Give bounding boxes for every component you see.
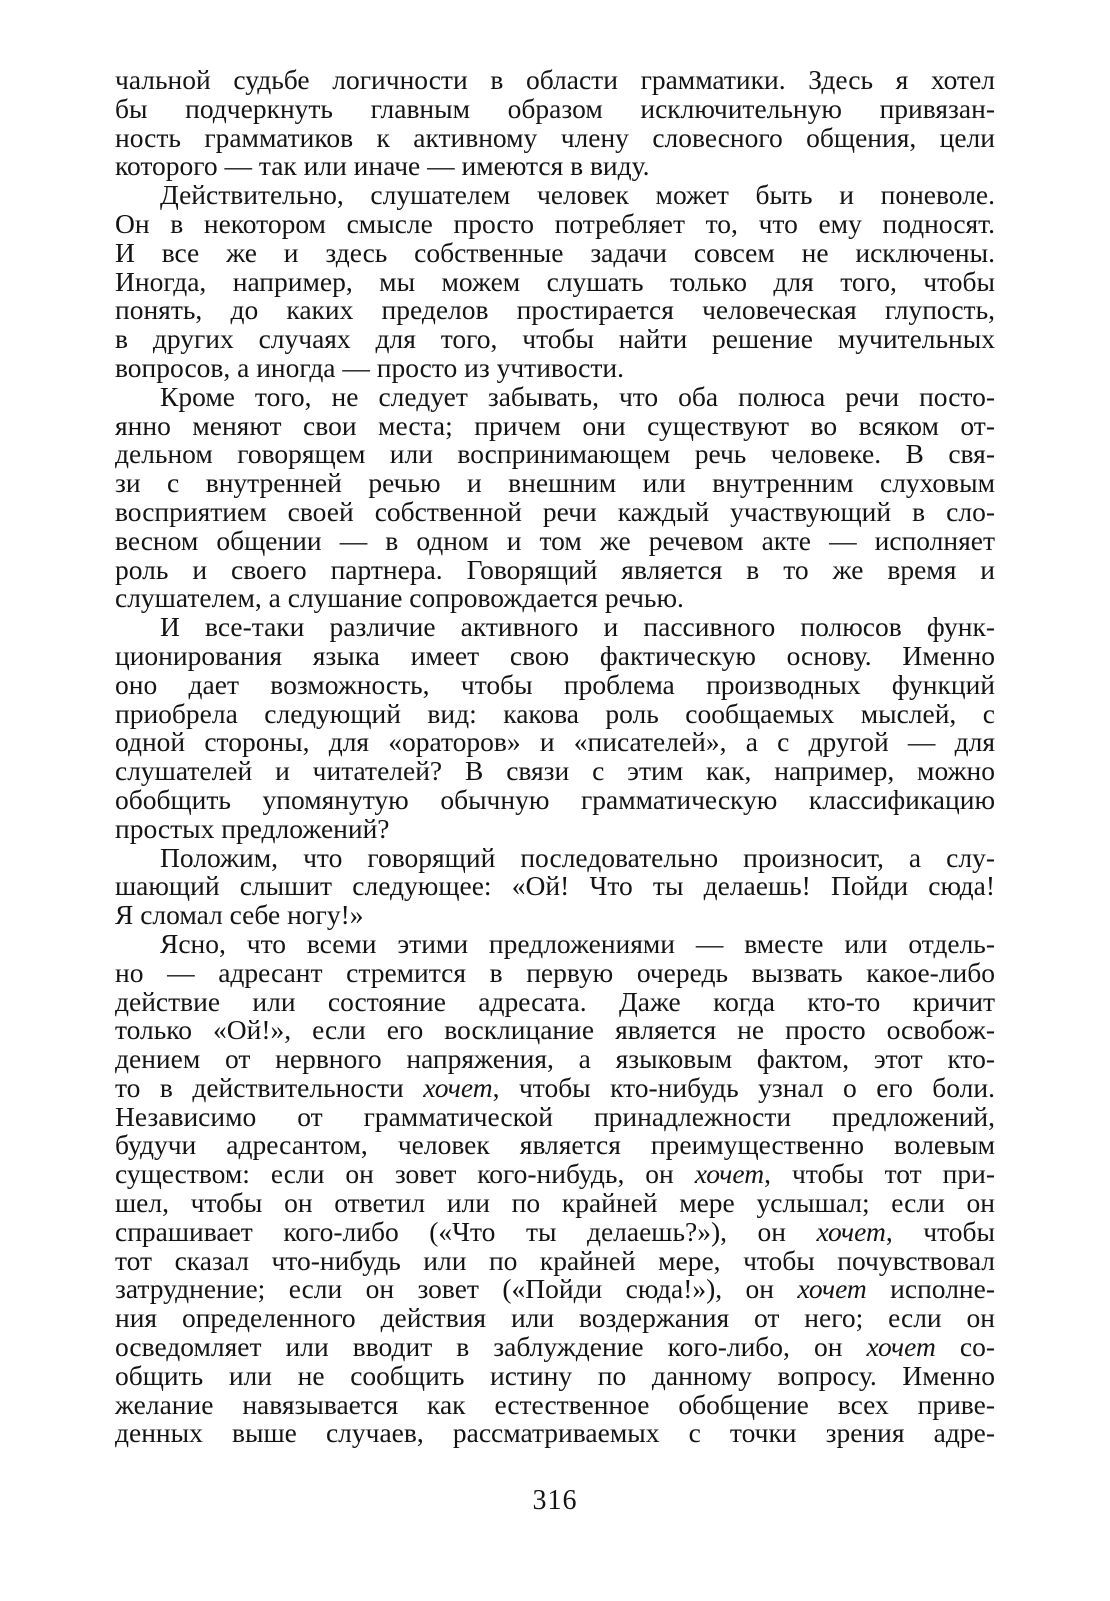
text-line: простых предложений?: [115, 812, 390, 844]
page-number: 316: [532, 1485, 578, 1516]
text-line: зи с внутренней речью и внешним или внутренним слуховым: [115, 467, 995, 499]
text-line: вопросов, а иногда — просто из учтивости.: [115, 351, 624, 383]
text-line: слушателей и читателей? В связи с этим как, например, можно: [115, 755, 995, 787]
text-line: денных выше случаев, рассматриваемых с точки зрения адре-: [115, 1417, 995, 1449]
text-line: Кроме того, не следует забывать, что оба полюса речи посто-: [160, 380, 995, 412]
text-segment: существом: если он зовет кого-нибудь, он: [115, 1158, 695, 1190]
page-body: [115, 66, 995, 1448]
text-line: только «Ой!», если его восклицание является не просто освобож-: [115, 1014, 995, 1046]
text-line: Ясно, что всеми этими предложениями — вместе или отдель-: [160, 927, 995, 959]
text-segment: затруднение; если он зовет («Пойди сюда!»), он: [115, 1273, 798, 1305]
text-line: шел, чтобы он ответил или по крайней мере услышал; если он: [115, 1187, 995, 1219]
text-line: приобрела следующий вид: какова роль сообщаемых мыслей, с: [115, 697, 995, 729]
text-line: весном общении — в одном и том же речевом акте — исполняет: [115, 524, 995, 556]
text-line: роль и своего партнера. Говорящий является в то же время и: [115, 553, 995, 585]
text-line: общить или не сообщить истину по данному вопросу. Именно: [115, 1359, 995, 1391]
text-line: оно дает возможность, чтобы проблема производных функций: [115, 668, 995, 700]
text-line: будучи адресантом, человек является преимущественно волевым: [115, 1129, 995, 1161]
italic-emphasis: хочет: [423, 1071, 493, 1103]
text-line: Иногда, например, мы можем слушать только для того, чтобы: [115, 265, 995, 297]
text-line: которого — так или иначе — имеются в виду.: [115, 150, 650, 182]
text-line: ционирования языка имеет свою фактическую основу. Именно: [115, 639, 995, 671]
text-line: И все-таки различие активного и пассивного полюсов функ-: [160, 611, 995, 643]
italic-emphasis: хочет: [797, 1273, 867, 1305]
text-line: [115, 1071, 995, 1103]
text-line: [115, 1215, 995, 1247]
text-line: И все же и здесь собственные задачи совсем не исключены.: [115, 236, 995, 268]
text-line: действие или состояние адресата. Даже когда кто-то кричит: [115, 985, 995, 1017]
text-line: слушателем, а слушание сопровождается речью.: [115, 582, 684, 614]
text-line: в других случаях для того, чтобы найти решение мучительных: [115, 323, 995, 355]
text-segment: осведомляет или вводит в заблуждение кого-либо, он: [115, 1331, 867, 1363]
text-line: Положим, что говорящий последовательно произносит, а слу-: [160, 841, 995, 873]
text-line: но — адресант стремится в первую очередь вызвать какое-либо: [115, 956, 995, 988]
text-line: [115, 1275, 995, 1304]
text-line: Он в некотором смысле просто потребляет то, что ему подносят.: [115, 207, 995, 239]
text-line: дением от нервного напряжения, а языковым фактом, этот кто-: [115, 1043, 995, 1075]
text-line: Действительно, слушателем человек может быть и поневоле.: [160, 179, 995, 211]
italic-emphasis: хочет: [694, 1158, 765, 1190]
text-line: Я сломал себе ногу!»: [115, 899, 364, 931]
text-segment: спрашивает кого-либо («Что ты делаешь?»), он: [115, 1215, 817, 1247]
text-line: ность грамматиков к активному члену словесного общения, цели: [115, 121, 995, 153]
text-segment: , чтобы кто-нибудь узнал о его боли.: [492, 1071, 995, 1103]
text-line: [115, 1160, 995, 1189]
text-segment: то в действительности: [115, 1071, 424, 1103]
text-line: понять, до каких пределов простирается человеческая глупость,: [115, 294, 995, 326]
text-line: желание навязывается как естественное обобщение всех приве-: [115, 1388, 995, 1420]
text-line: чальной судьбе логичности в области грамматики. Здесь я хотел: [115, 64, 995, 95]
text-segment: , чтобы тот при-: [764, 1158, 995, 1190]
text-segment: со-: [935, 1331, 995, 1363]
text-segment: , чтобы: [885, 1215, 995, 1247]
text-line: бы подчеркнуть главным образом исключительную привязан-: [115, 92, 995, 124]
text-line: дельном говорящем или воспринимающем речь человеке. В свя-: [115, 438, 995, 470]
italic-emphasis: хочет: [816, 1215, 886, 1247]
text-line: ния определенного действия или воздержания от него; если он: [115, 1302, 995, 1334]
text-segment: исполне-: [866, 1273, 995, 1305]
italic-emphasis: хочет: [866, 1331, 936, 1363]
text-line: тот сказал что-нибудь или по крайней мере, чтобы почувствовал: [115, 1244, 995, 1276]
text-line: одной стороны, для «ораторов» и «писателей», а с другой — для: [115, 726, 995, 758]
text-line: [115, 1333, 995, 1362]
text-line: восприятием своей собственной речи каждый участвующий в сло-: [115, 495, 995, 527]
text-line: Независимо от грамматической принадлежности предложений,: [115, 1100, 995, 1132]
text-line: янно меняют свои места; причем они существуют во всяком от-: [115, 409, 995, 441]
text-line: обобщить упомянутую обычную грамматическую классификацию: [115, 783, 995, 815]
text-line: шающий слышит следующее: «Ой! Что ты делаешь! Пойди сюда!: [115, 870, 995, 902]
